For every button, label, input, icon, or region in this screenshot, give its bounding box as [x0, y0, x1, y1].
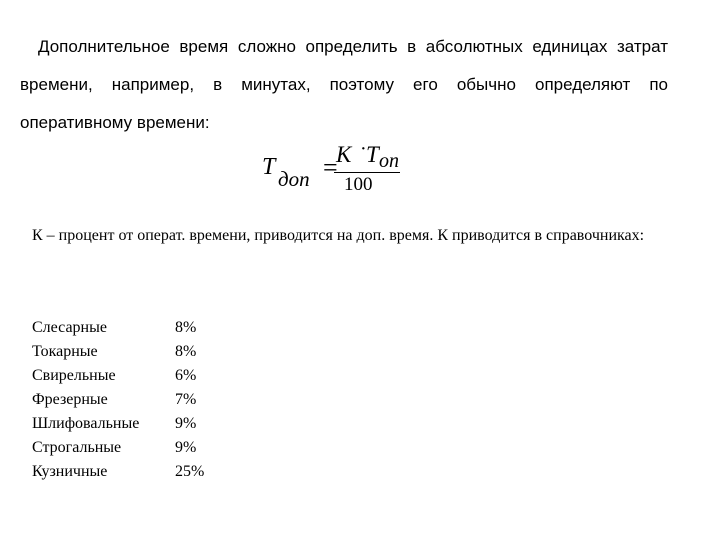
operation-name: Шлифовальные [32, 415, 140, 432]
note-paragraph: К – процент от операт. времени, приводится на доп. время. К приводится в справочниках: [32, 227, 645, 244]
formula-numerator-k: K [336, 142, 352, 167]
operation-percent: 8% [175, 319, 197, 336]
intro-paragraph: Дополнительное время сложно определить в абсолютных единицах затрат времени, например, в минутах, поэтому его обычно определяют по оперативному времени: [20, 37, 668, 132]
formula-numerator-subscript: оп [379, 150, 399, 172]
rates-table [32, 316, 204, 484]
formula-fraction-bar [334, 172, 400, 173]
formula-equals: = [323, 153, 338, 182]
formula-numerator-t: T [366, 142, 379, 167]
additional-time-formula [262, 138, 422, 200]
table-row [32, 316, 204, 340]
operation-percent: 9% [175, 439, 197, 456]
table-row [32, 436, 204, 460]
table-row [32, 340, 204, 364]
formula-numerator-dot: · [360, 138, 367, 160]
operation-percent: 6% [175, 367, 197, 384]
operation-name: Строгальные [32, 439, 122, 456]
table-row [32, 412, 204, 436]
table-row [32, 460, 204, 484]
operation-name: Фрезерные [32, 391, 108, 408]
table-row [32, 364, 204, 388]
formula-denominator: 100 [344, 174, 373, 195]
operation-name: Свирельные [32, 367, 116, 384]
operation-name: Кузничные [32, 463, 108, 480]
operation-percent: 25% [175, 463, 205, 480]
table-row [32, 388, 204, 412]
operation-name: Слесарные [32, 319, 107, 336]
formula-lhs-symbol: T [262, 154, 276, 180]
operation-name: Токарные [32, 343, 98, 360]
operation-percent: 7% [175, 391, 197, 408]
operation-percent: 9% [175, 415, 197, 432]
formula-lhs-subscript: доп [278, 167, 310, 191]
operation-percent: 8% [175, 343, 197, 360]
